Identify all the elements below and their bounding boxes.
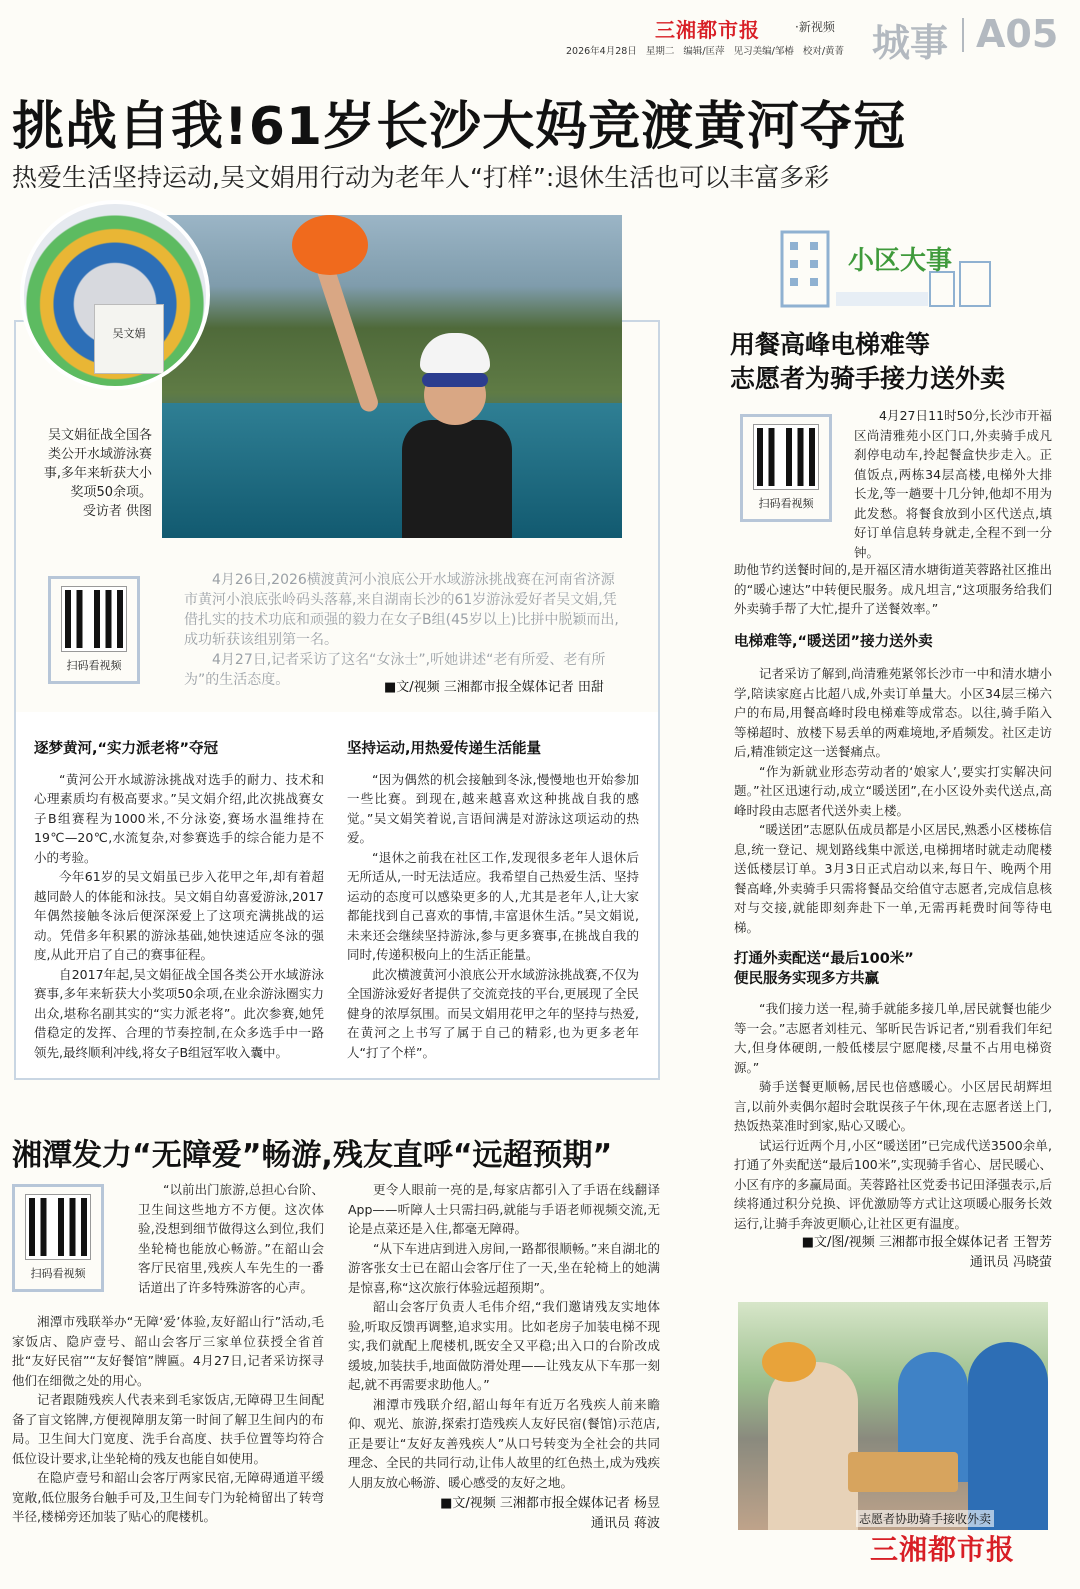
story2-col2-paragraph: “从下车进店到进入房间,一路都很顺畅。”来自湖北的游客张女士已在韶山会客厅住了一天,坐在轮椅上的她满是惊喜,称“这次旅行体验远超预期”。 <box>348 1240 660 1295</box>
story2-col1-paragraph: 记者跟随残疾人代表来到毛家饭店,无障碍卫生间配备了盲文铭牌,方便视障朋友第一时间了解卫生间内的布局。卫生间大门宽度、洗手台高度、扶手位置等均符合低位设计要求,让坐轮椅的残友也能自如使用。 <box>12 1392 324 1466</box>
qr-label: 扫码看视频 <box>66 659 122 672</box>
story2-col1-paragraph: 湘潭市残联举办“无障‘爱’体验,友好韶山行”活动,毛家饭店、隐庐壹号、韶山会客厅三家单位获授全省首批“友好民宿”“友好餐馆”牌匾。4月27日,记者采访探寻他们在细微之处的用心。 <box>12 1314 324 1388</box>
story1-column-2 <box>347 740 639 1062</box>
story2-byline-2: 通讯员 蒋波 <box>590 1515 660 1531</box>
delivery-table <box>848 1452 958 1492</box>
goggles <box>422 373 488 387</box>
story3-volunteer-photo <box>738 1302 1048 1530</box>
lead-paragraph: 4月27日,记者采访了这名“女泳士”,听她讲述“老有所爱、老有所为”的生活态度。 <box>184 652 606 688</box>
swim-cap <box>420 333 490 373</box>
editor-credit: 编辑/匡萍 <box>683 46 725 57</box>
story2-column-2 <box>348 1180 660 1533</box>
story1-column-1 <box>34 740 324 1062</box>
story2-column-1 <box>12 1312 324 1527</box>
rider-helmet <box>762 1342 816 1382</box>
swim-buoy <box>292 215 368 275</box>
col2-paragraph: “退休之前我在社区工作,发现很多老年人退休后无所适从,一时无法适应。我希望自己热爱生活、坚持运动的态度可以感染更多的人,尤其是老年人,让大家都能找到自己喜欢的事情,丰富退休生活。”吴文娟说,未来还会继续坚持游泳,参与更多赛事,在挑战自我的同时,传递积极向上的生活正能量。 <box>347 849 639 962</box>
qr-label: 扫码看视频 <box>30 1267 86 1280</box>
issue-weekday: 星期二 <box>645 46 675 57</box>
story3-paragraph: 试运行近两个月,小区“暖送团”已完成代送3500余单,打通了外卖配送“最后100米”,实现骑手省心、居民暖心、小区有序的多赢局面。芙蓉路社区党委书记田泽强表示,后续将通过积分兑换、评优激励等方式让这项暖心服务长效运行,让骑手奔波更顺心,让社区更有温度。 <box>734 1137 1052 1231</box>
proof-credit: 校对/黄菁 <box>802 46 845 57</box>
rider-figure <box>768 1362 858 1530</box>
story1-swimmer-photo <box>162 215 622 538</box>
story3-paragraph: 记者采访了解到,尚清雅苑紧邻长沙市一中和清水塘小学,陪读家庭占比超八成,外卖订单量大。小区34层三梯六户的布局,用餐高峰时段电梯难等成常态。以往,骑手陷入等梯超时、放楼下易丢单的两难境地,矛盾频发。社区走访后,精准锁定这一送餐痛点。 <box>734 666 1052 759</box>
story2-col1-paragraph: 在隐庐壹号和韶山会客厅两家民宿,无障碍通道平缓宽敞,低位服务台触手可及,卫生间专门为轮椅留出了转弯半径,楼梯旁还加装了贴心的爬楼机。 <box>12 1470 324 1524</box>
story3-subheading-2: 打通外卖配送“最后100米” 便民服务实现多方共赢 <box>734 951 914 987</box>
story3-paragraph: 骑手送餐更顺畅,居民也倍感暖心。小区居民胡辉坦言,以前外卖偶尔超时会耽误孩子午休,现在志愿者送上门,热饭热菜准时到家,贴心又暖心。 <box>734 1079 1052 1133</box>
col2-paragraph: “因为偶然的机会接触到冬泳,慢慢地也开始参加一些比赛。到现在,越来越喜欢这种挑战自我的感觉。”吴文娟笑着说,言语间满是对游泳这项运动的热爱。 <box>347 771 639 845</box>
section-title: 城事 <box>872 21 949 65</box>
story2-col2-paragraph: 韶山会客厅负责人毛伟介绍,“我们邀请残友实地体验,听取反馈再调整,追求实用。比如老房子加装电梯不现实,我们就配上爬楼机,既安全又平稳;出入口的台阶改成缓坡,加装扶手,地面做防滑处理——让残友从下车那一刻起,就不再需要求助他人。” <box>348 1299 660 1392</box>
story2-byline: ■文/视频 三湘都市报全媒体记者 杨昱 <box>440 1496 660 1511</box>
story2-intro <box>138 1180 324 1297</box>
page-number: A05 <box>976 12 1059 56</box>
story2-headline: 湘潭发力“无障爱”畅游,残友直呼“远超预期” <box>12 1138 613 1173</box>
story1-lead <box>184 570 624 690</box>
story2-intro-paragraph: “以前出门旅游,总担心台阶、卫生间这些地方不方便。这次体验,没想到细节做得这么到位,我们坐轮椅也能放心畅游。”在韶山会客厅民宿里,残疾人车先生的一番话道出了许多特殊游客的心声。 <box>138 1182 324 1295</box>
medal-name-card: 吴文娟 <box>94 304 164 374</box>
story1-subhead: 热爱生活坚持运动,吴文娟用行动为老年人“打样”:退休生活也可以丰富多彩 <box>12 163 830 192</box>
story1-photo-caption <box>36 426 152 521</box>
swimsuit <box>402 420 512 538</box>
medal-inset-photo <box>20 200 210 390</box>
river-water <box>162 403 622 538</box>
caption-credit: 受访者 供图 <box>82 504 152 519</box>
story1-byline: ■文/视频 三湘都市报全媒体记者 田甜 <box>384 680 604 695</box>
story3-intro-cont: 助他节约送餐时间的,是开福区清水塘街道芙蓉路社区推出的“暖心速达”中转便民服务。成凡坦言,“这项服务给我们外卖骑手帮了大忙,提升了送餐效率。” <box>734 562 1052 616</box>
story3-subheading-1: 电梯难等,“暖送团”接力送外卖 <box>734 633 933 650</box>
story3-intro-paragraph: 4月27日11时50分,长沙市开福区尚清雅苑小区门口,外卖骑手成凡刹停电动车,拎起餐盒快步走入。正值饭点,两栋34层高楼,电梯外大排长龙,等一趟要十几分钟,他却不用为此发愁。将餐食放到小区代送点,填好订单信息转身就走,全程不到一分钟。 <box>854 408 1052 560</box>
col2-paragraph: 此次横渡黄河小浪底公开水域游泳挑战赛,不仅为全国游泳爱好者提供了交流竞技的平台,更展现了全民健身的浓厚氛围。而吴文娟用花甲之年的坚持与热爱,在黄河之上书写了属于自己的精彩,也为更多老年人“打了个样”。 <box>347 966 639 1060</box>
story2-col2-paragraph: 更令人眼前一亮的是,每家店都引入了手语在线翻译App——听障人士只需扫码,就能与手语老师视频交流,无论是点菜还是入住,都毫无障碍。 <box>348 1182 660 1236</box>
col1-heading: 逐梦黄河,“实力派老将”夺冠 <box>34 741 219 757</box>
lead-paragraph: 4月26日,2026横渡黄河小浪底公开水域游泳挑战赛在河南省济源市黄河小浪底张岭码头落幕,来自湖南长沙的61岁游泳爱好者吴文娟,凭借扎实的技术功底和顽强的毅力在女子B组(45岁以上)比拼中脱颖而出,成功斩获该组别第一名。 <box>184 572 619 648</box>
story1-headline: 挑战自我!61岁长沙大妈竞渡黄河夺冠 <box>12 97 907 157</box>
col1-paragraph: 自2017年起,吴文娟征战全国各类公开水域游泳赛事,多年来斩获大小奖项50余项,在业余游泳圈实力出众,堪称名副其实的“实力派老将”。此次参赛,她凭借稳定的发挥、合理的节奏控制,在众多选手中一路领先,最终顺利冲线,将女子B组冠军收入囊中。 <box>34 966 324 1060</box>
story3-headline-line2: 志愿者为骑手接力送外卖 <box>730 364 1006 393</box>
story3-intro <box>854 406 1052 562</box>
story3-qr-block[interactable] <box>740 414 832 522</box>
qr-label: 扫码看视频 <box>758 497 814 510</box>
community-news-title: 小区大事 <box>848 246 953 276</box>
masthead-brand-sub: ·新视频 <box>795 20 835 34</box>
masthead-brand: 三湘都市报 <box>655 18 760 42</box>
photo-caption: 志愿者协助骑手接收外卖 <box>856 1510 994 1527</box>
story3-headline <box>730 328 1005 396</box>
col2-heading: 坚持运动,用热爱传递生活能量 <box>347 741 542 757</box>
dateline <box>566 43 850 57</box>
story3-paragraph: “作为新就业形态劳动者的‘娘家人’,要实打实解决问题。”社区迅速行动,成立“暖送团”,在小区设外卖代送点,高峰时段由志愿者代送外卖上楼。 <box>734 763 1052 818</box>
qr-code-icon[interactable] <box>62 587 126 651</box>
issue-date: 2026年4月28日 <box>566 46 637 57</box>
footer-brand-logo: 三湘都市报 <box>870 1533 1016 1566</box>
col1-paragraph: “黄河公开水域游泳挑战对选手的耐力、技术和心理素质均有极高要求。”吴文娟介绍,此次挑战赛女子B组赛程为1000米,不分泳姿,赛场水温维持在19℃—20℃,水流复杂,对参赛选手的综合能力是不小的考验。 <box>34 771 324 865</box>
story2-qr-block[interactable] <box>12 1184 104 1292</box>
story3-byline: ■文/图/视频 三湘都市报全媒体记者 王智芳 <box>801 1235 1052 1250</box>
qr-code-icon[interactable] <box>26 1195 90 1259</box>
col1-paragraph: 今年61岁的吴文娟虽已步入花甲之年,却有着超越同龄人的体能和泳技。吴文娟自幼喜爱游泳,2017年偶然接触冬泳后便深深爱上了这项充满挑战的运动。凭借多年积累的游泳基础,她快速适应冬泳的强度,从此开启了自己的赛事征程。 <box>34 869 324 962</box>
caption-text: 吴文娟征战全国各类公开水域游泳赛事,多年来斩获大小奖项50余项。 <box>43 428 152 500</box>
volunteer-figure <box>968 1342 1048 1530</box>
story3-column <box>734 560 1052 1272</box>
community-news-logo <box>780 222 995 310</box>
story3-headline-line1: 用餐高峰电梯难等 <box>730 330 931 359</box>
section-divider <box>962 18 964 52</box>
story2-col2-paragraph: 湘潭市残联介绍,韶山每年有近万名残疾人前来瞻仰、观光、旅游,探索打造残疾人友好民宿(餐馆)示范店,正是要让“友好友善残疾人”从口号转变为全社会的共同理念、全民的共同行动,让伟人故里的红色热土,成为残疾人朋友放心畅游、暖心感受的友好之地。 <box>348 1396 660 1490</box>
story3-paragraph: “暖送团”志愿队伍成员都是小区居民,熟悉小区楼栋信息,统一登记、规划路线集中派送,电梯拥堵时就走动爬楼送低楼层订单。3月3日正式启动以来,每日午、晚两个用餐高峰,外卖骑手只需将餐品交给值守志愿者,完成信息核对与交接,就能即刻奔赴下一单,无需再耗费时间等待电梯。 <box>734 822 1052 935</box>
story1-qr-block[interactable] <box>48 576 140 684</box>
raised-arm <box>314 256 381 414</box>
story3-paragraph: “我们接力送一程,骑手就能多接几单,居民就餐也能少等一会。”志愿者刘桂元、邹昕民告诉记者,“别看我们年纪大,但身体硬朗,一般低楼层宁愿爬楼,尽量不占用电梯资源。” <box>734 1001 1052 1075</box>
story3-byline-2: 通讯员 冯晓萤 <box>969 1254 1052 1270</box>
qr-code-icon[interactable] <box>754 425 818 489</box>
designer-credit: 见习美编/邹椿 <box>733 46 794 57</box>
